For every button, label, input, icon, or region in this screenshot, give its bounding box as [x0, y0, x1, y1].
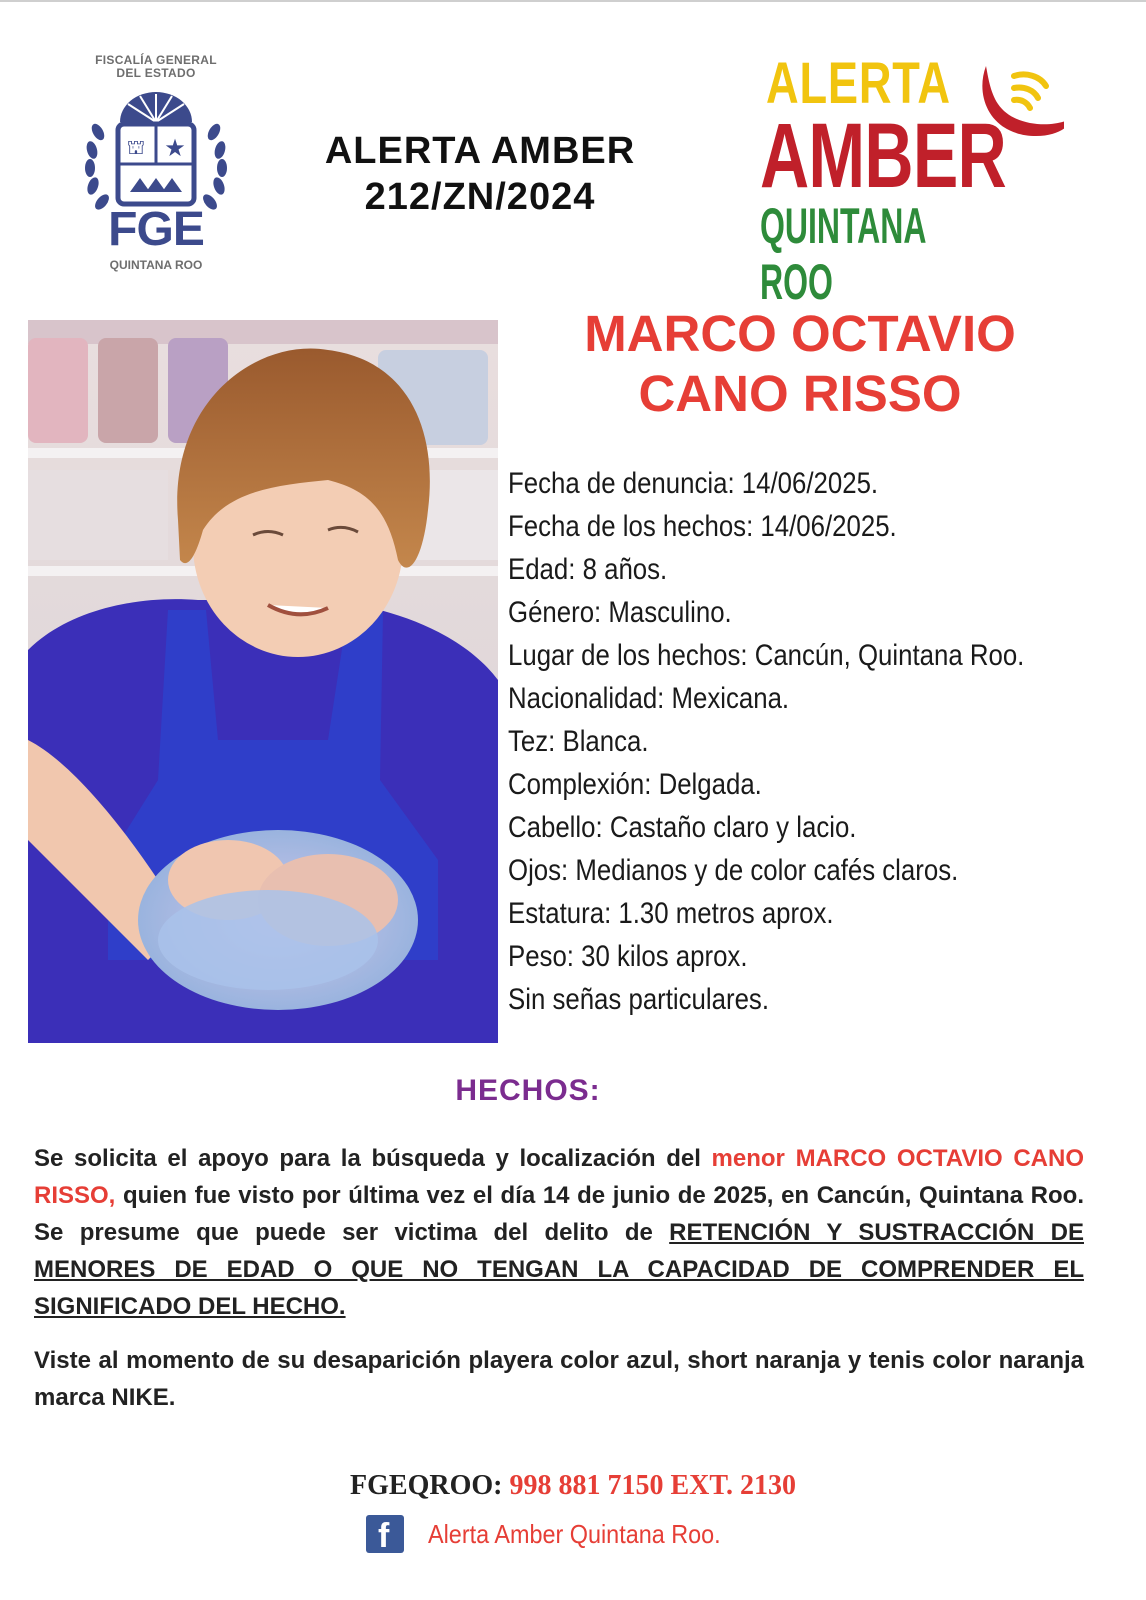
hechos-text-a: Se solicita el apoyo para la búsqueda y localización del [34, 1145, 712, 1172]
alert-code-title [290, 128, 670, 220]
fge-bottom-text: QUINTANA ROO [109, 258, 203, 272]
svg-text:⛫: ⛫ [126, 135, 146, 159]
person-details-list [508, 462, 1088, 1021]
fge-letters: FGE [108, 203, 204, 256]
facebook-page-name: Alerta Amber Quintana Roo. [428, 1518, 721, 1549]
amber-logo-word-amber: AMBER [760, 105, 1006, 207]
detail-item: Ojos: Medianos y de color cafés claros. [508, 854, 959, 887]
amber-logo-word-alerta: ALERTA [766, 51, 951, 116]
detail-item: Fecha de los hechos: 14/06/2025. [508, 510, 897, 543]
hechos-heading: HECHOS: [455, 1074, 601, 1107]
detail-item: Complexión: Delgada. [508, 768, 762, 801]
missing-person-photo [28, 320, 498, 1043]
detail-item: Peso: 30 kilos aprox. [508, 940, 748, 973]
svg-text:★: ★ [164, 134, 186, 162]
detail-item: Cabello: Castaño claro y lacio. [508, 811, 857, 844]
detail-item: Sin señas particulares. [508, 983, 770, 1016]
fge-top-text-1: FISCALÍA GENERAL [95, 53, 217, 67]
detail-item: Género: Masculino. [508, 596, 732, 629]
contact-line [0, 1470, 1146, 1502]
hechos-text-b: quien fue visto por última vez el día 14 de junio de 2025, en Cancún, Quintana Roo. Se presume que puede ser victima del delito de [34, 1182, 1084, 1246]
amber-logo-word-region: QUINTANA ROO [760, 198, 926, 310]
fge-logo [60, 50, 252, 275]
name-line2: CANO RISSO [638, 365, 962, 422]
missing-person-name [510, 304, 1090, 424]
alert-title-line2: 212/ZN/2024 [364, 176, 596, 218]
alerta-amber-logo [760, 51, 1060, 310]
detail-item: Lugar de los hechos: Cancún, Quintana Roo. [508, 639, 1025, 672]
fge-top-text-2: DEL ESTADO [116, 66, 196, 80]
contact-phone: 998 881 7150 EXT. 2130 [502, 1470, 796, 1501]
detail-item: Tez: Blanca. [508, 725, 649, 758]
facebook-icon: f [366, 1515, 404, 1553]
detail-item: Nacionalidad: Mexicana. [508, 682, 790, 715]
hechos-minor-name: menor MARCO OCTAVIO CANO RISSO, [34, 1145, 1084, 1209]
hechos-crime-description: RETENCIÓN Y SUSTRACCIÓN DE MENORES DE EDAD O QUE NO TENGAN LA CAPACIDAD DE COMPRENDER EL SIGNIFICADO DEL HECHO. [34, 1219, 1084, 1320]
detail-item: Edad: 8 años. [508, 553, 668, 586]
hechos-paragraph-1 [34, 1140, 1084, 1325]
facebook-link[interactable] [366, 1514, 753, 1554]
contact-label: FGEQROO: [350, 1470, 503, 1501]
detail-item: Estatura: 1.30 metros aprox. [508, 897, 834, 930]
alert-title-line1: ALERTA AMBER [324, 130, 636, 172]
hechos-paragraph-2: Viste al momento de su desaparición playera color azul, short naranja y tenis color naranja marca NIKE. [34, 1347, 1084, 1411]
child-portrait-image [28, 320, 498, 1043]
name-line1: MARCO OCTAVIO [584, 305, 1016, 362]
detail-item: Fecha de denuncia: 14/06/2025. [508, 467, 879, 500]
